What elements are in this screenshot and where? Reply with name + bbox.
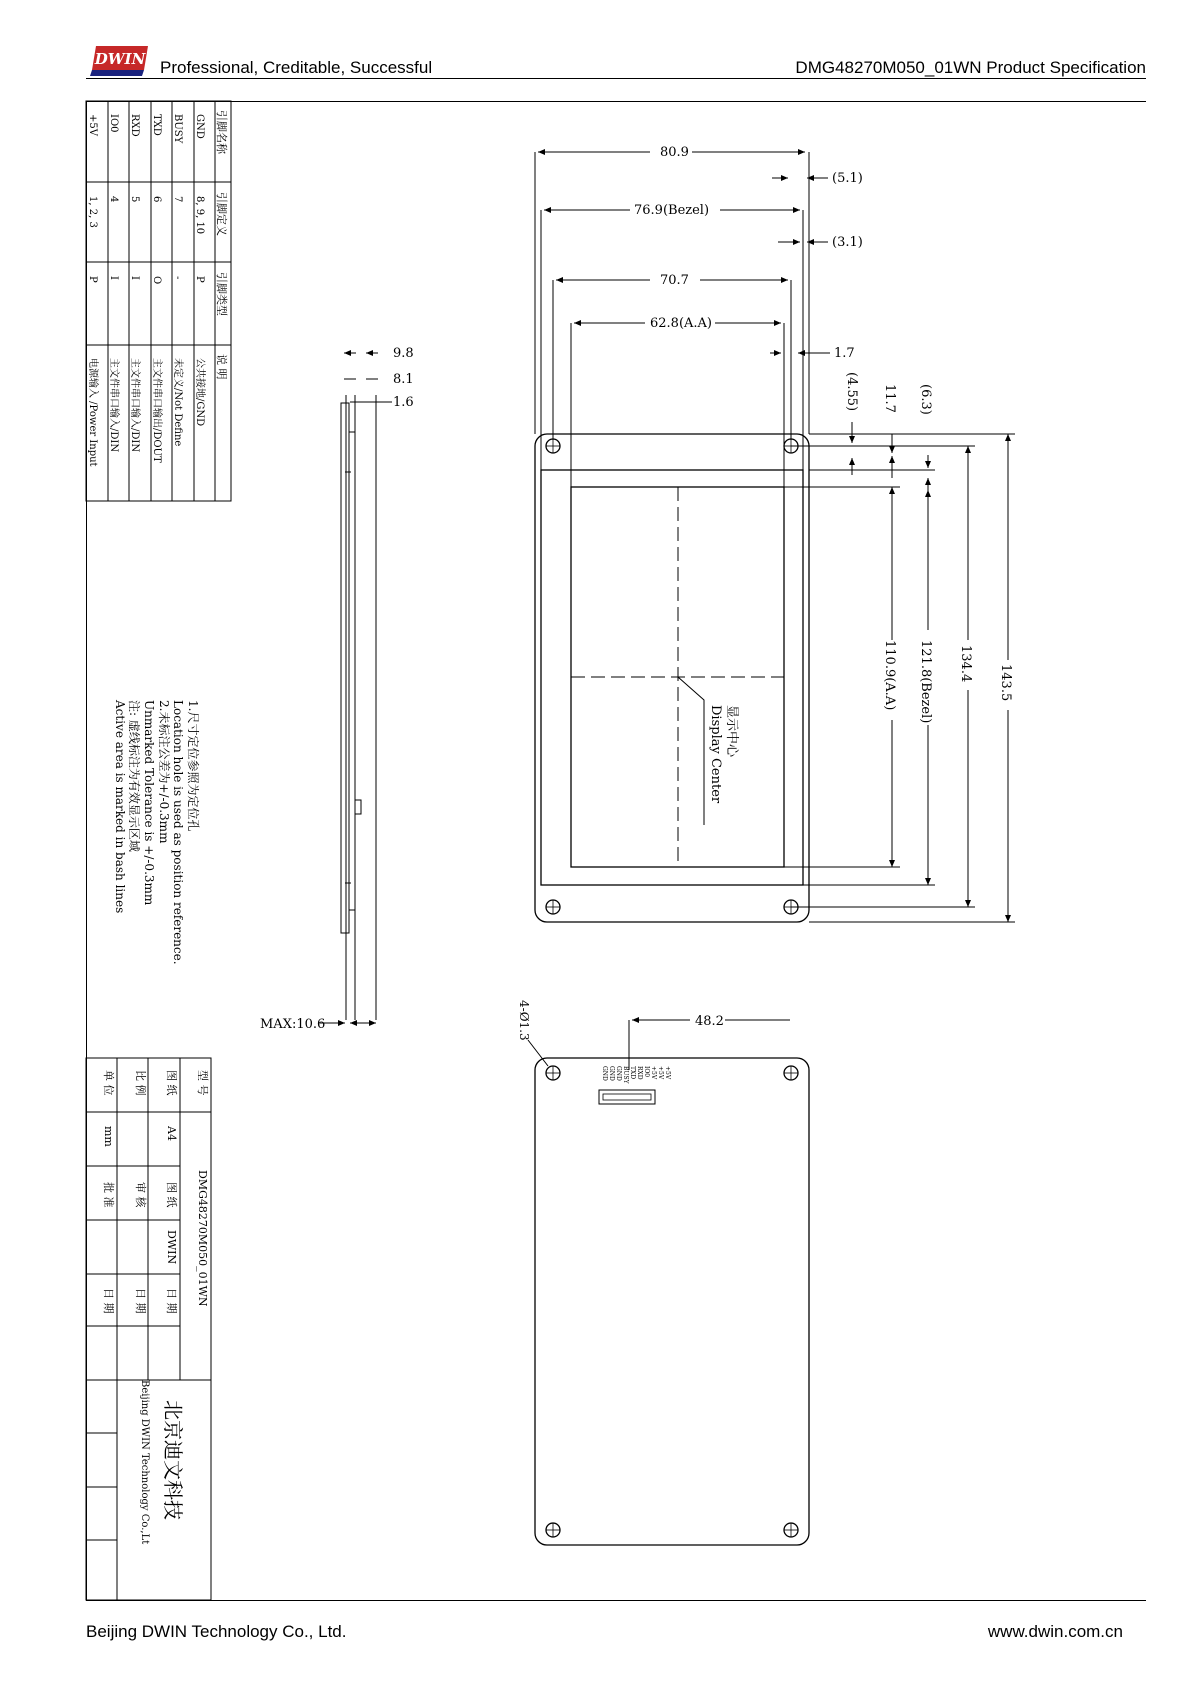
dim-48-2: 48.2: [695, 1014, 724, 1029]
connector-pin-label: +5V: [657, 1066, 664, 1080]
dim-80-9: 80.9: [660, 145, 689, 160]
connector-pin-label: +5V: [650, 1066, 657, 1080]
connector-pin-label: RXD: [636, 1066, 643, 1080]
dim-11-7: 11.7: [882, 384, 897, 413]
dim-4-55: (4.55): [844, 372, 859, 412]
note-line: 2.未标注公差为+/-0.3mm: [157, 700, 171, 844]
pin-table-cell: BUSY: [172, 114, 183, 144]
pin-table-header: 引脚定义: [215, 192, 228, 236]
pin-table-cell: +5V: [87, 114, 98, 136]
title-block-cell: DWIN: [165, 1230, 178, 1265]
pin-table-cell: 未定义/Not Define: [172, 358, 183, 447]
dim-70-7: 70.7: [660, 273, 689, 288]
pin-table-cell: IO0: [108, 114, 119, 133]
dim-max: MAX:10.6: [260, 1017, 326, 1032]
pin-table-cell: 电源输入 /Power Input: [87, 358, 98, 467]
pin-table-cell: 7: [172, 196, 183, 203]
pin-table-cell: 6: [151, 196, 162, 203]
pin-table-cell: 8, 9, 10: [194, 196, 205, 235]
note-line: Unmarked Tolerance is +/-0.3mm: [142, 700, 156, 906]
dim-76-9: 76.9(Bezel): [634, 203, 710, 218]
title-block-cell: 批 准: [102, 1182, 115, 1208]
connector-pin-label: BUSY: [622, 1066, 629, 1084]
logo-text: DWIN: [94, 50, 146, 68]
note-line: Active area is marked in bash lines: [113, 700, 127, 914]
title-block-company-en: Beijing DWIN Technology Co.,Lt: [139, 1380, 150, 1545]
dim-6-3: (6.3): [918, 384, 933, 415]
note-line: 注: 虚线标注为有效显示区域: [127, 700, 141, 852]
title-block-cell: DMG48270M050_01WN: [196, 1170, 209, 1307]
title-block-cell: A4: [165, 1126, 178, 1141]
title-block-cell: 单 位: [102, 1070, 115, 1096]
pin-table-cell: P: [194, 276, 205, 283]
dim-143-5: 143.5: [998, 664, 1013, 702]
footer-website: www.dwin.com.cn: [987, 1622, 1123, 1641]
pin-table-cell: 5: [129, 196, 140, 203]
pin-table-cell: 公共接地/GND: [194, 358, 205, 427]
connector-pin-label: TXD: [629, 1066, 636, 1080]
connector-pin-label: IO0: [643, 1066, 650, 1078]
connector-pin-label: +5V: [664, 1066, 671, 1080]
dim-110-9: 110.9(A.A): [882, 640, 897, 711]
note-line: Location hole is used as position reference.: [171, 700, 185, 965]
pin-table-cell: I: [108, 276, 119, 280]
title-block-cell: 日 期: [102, 1288, 115, 1314]
dim-62-8: 62.8(A.A): [650, 316, 712, 331]
header-tagline: Professional, Creditable, Successful: [160, 58, 433, 77]
front-view: [535, 434, 809, 922]
pin-table-cell: 主文件串口输入/DIN: [129, 358, 140, 453]
back-view: [535, 1058, 809, 1545]
connector-pin-label: GND: [615, 1066, 622, 1081]
pin-table-cell: RXD: [129, 114, 140, 137]
dim-hole: 4-Ø1.3: [517, 1000, 531, 1041]
dim-8-1: 8.1: [393, 372, 414, 387]
dim-3-1: (3.1): [832, 235, 863, 250]
display-center-cn: 显示中心: [724, 705, 739, 758]
header-doc-title: DMG48270M050_01WN Product Specification: [795, 58, 1146, 77]
connector-pin-label: GND: [608, 1066, 615, 1081]
dim-134-4: 134.4: [958, 645, 973, 683]
pin-table-cell: -: [172, 276, 183, 280]
dim-1-7: 1.7: [834, 346, 855, 361]
pin-table-cell: 主文件串口输出/DOUT: [151, 358, 162, 463]
title-block-cell: 图 纸: [165, 1070, 178, 1096]
pin-table-cell: TXD: [151, 114, 162, 136]
pin-table-cell: O: [151, 276, 162, 285]
title-block-cell: 日 期: [134, 1288, 147, 1314]
pin-table-cell: GND: [194, 114, 205, 139]
pin-table-cell: 4: [108, 196, 119, 203]
dim-1-6: 1.6: [393, 395, 414, 410]
footer-company: Beijing DWIN Technology Co., Ltd.: [86, 1622, 347, 1641]
title-block-cell: 型 号: [196, 1070, 209, 1096]
pin-table-cell: P: [87, 276, 98, 283]
pin-table-header: 引脚类型: [215, 272, 228, 316]
title-block-company-cn: 北京迪文科技: [161, 1400, 185, 1520]
display-center-en: Display Center: [708, 705, 723, 804]
pin-table-cell: I: [129, 276, 140, 280]
note-line: 1.尺寸定位参照为定位孔: [186, 700, 200, 832]
title-block-cell: 审 核: [134, 1182, 147, 1208]
pin-table-cell: 主文件串口输入/DIN: [108, 358, 119, 453]
title-block-cell: 比 例: [134, 1070, 147, 1096]
connector-pin-label: GND: [601, 1066, 608, 1081]
dim-121-8: 121.8(Bezel): [918, 640, 933, 724]
dim-9-8: 9.8: [393, 346, 414, 361]
side-view: [341, 395, 376, 1020]
pin-table-cell: 1, 2, 3: [87, 196, 98, 228]
title-block-cell: 日 期: [165, 1288, 178, 1314]
dim-5-1: (5.1): [832, 171, 863, 186]
title-block-cell: mm: [102, 1126, 115, 1147]
title-block-cell: 图 纸: [165, 1182, 178, 1208]
pin-table-header: 引脚名称: [215, 110, 228, 154]
pin-table-header: 说 明: [215, 354, 228, 380]
